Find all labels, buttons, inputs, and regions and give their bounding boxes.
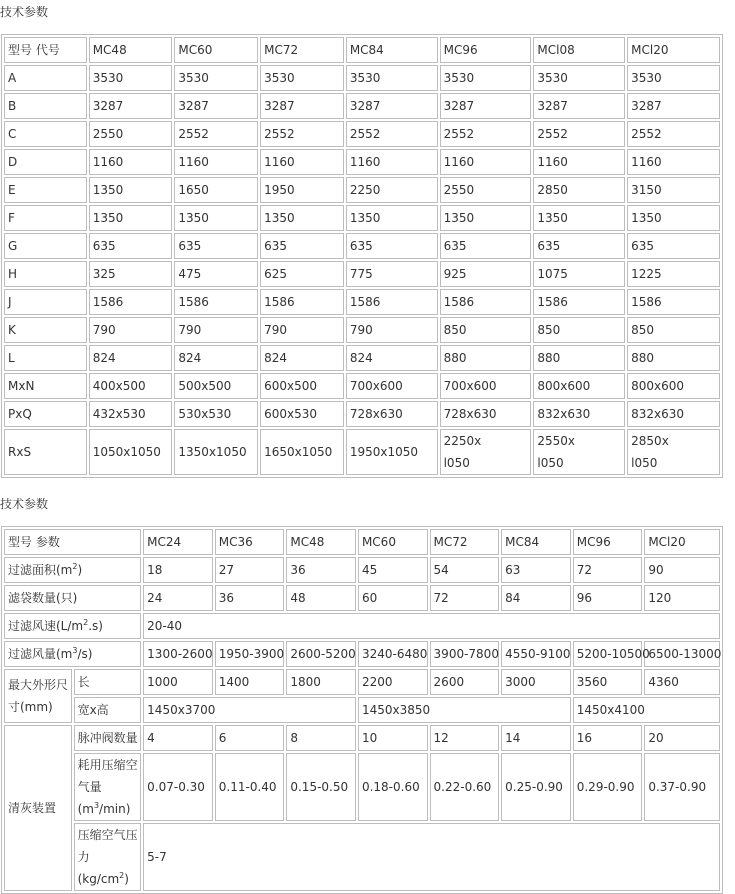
value-cell: 880 — [533, 345, 625, 371]
filter-area-value: 63 — [501, 557, 571, 583]
value-cell: 1350 — [346, 205, 438, 231]
table1-heading: 技术参数 — [0, 5, 49, 19]
value-cell: 1350 — [260, 205, 344, 231]
filter-area-value: 54 — [430, 557, 500, 583]
value-cell: 700x600 — [346, 373, 438, 399]
value-cell: 1586 — [260, 289, 344, 315]
bag-count-value: 96 — [573, 585, 643, 611]
value-cell: 3150 — [627, 177, 720, 203]
filter-area-value: 36 — [286, 557, 356, 583]
row-label-cell: K — [4, 317, 87, 343]
length-value: 2600 — [430, 669, 500, 695]
air-consumption-value: 0.22-0.60 — [430, 753, 500, 821]
air-volume-value: 1300-2600 — [143, 641, 213, 667]
value-cell: 1350 — [533, 205, 625, 231]
value-cell: 1075 — [533, 261, 625, 287]
value-cell: 2550 — [440, 177, 532, 203]
value-cell: 1160 — [89, 149, 173, 175]
value-cell: 728x630 — [440, 401, 532, 427]
bag-count-value: 36 — [215, 585, 285, 611]
wind-speed-label: 过滤风速$(L/m^2.s)$ — [4, 613, 141, 639]
value-cell: 1160 — [627, 149, 720, 175]
value-cell: 635 — [533, 233, 625, 259]
value-cell: 530x530 — [174, 401, 258, 427]
pulse-valve-label: 脉冲阀数量 — [74, 725, 142, 751]
row-label-cell: B — [4, 93, 87, 119]
header-model-cell: MC96 — [573, 529, 643, 555]
filter-area-value: 72 — [573, 557, 643, 583]
value-cell: 2552 — [440, 121, 532, 147]
table-row — [4, 121, 720, 147]
value-cell: 2552 — [627, 121, 720, 147]
value-cell: 432x530 — [89, 401, 173, 427]
pulse-valve-value: 12 — [430, 725, 500, 751]
air-volume-value: 4550-9100 — [501, 641, 571, 667]
value-cell: 635 — [260, 233, 344, 259]
value-cell: 2550x l050 — [533, 429, 625, 475]
bag-count-value: 84 — [501, 585, 571, 611]
header-model-cell: MCl08 — [533, 37, 625, 63]
header-model-cell: MC36 — [215, 529, 285, 555]
header-model-cell: MCl20 — [627, 37, 720, 63]
value-cell: 1586 — [174, 289, 258, 315]
value-cell: 1586 — [533, 289, 625, 315]
air-consumption-value: 0.15-0.50 — [286, 753, 356, 821]
bag-count-label: 滤袋数量(只) — [4, 585, 141, 611]
length-value: 1400 — [215, 669, 285, 695]
table-row — [4, 317, 720, 343]
value-cell: 2550 — [89, 121, 173, 147]
value-cell: 700x600 — [440, 373, 532, 399]
header-model-cell: MC60 — [358, 529, 428, 555]
wind-speed-value: 20-40 — [143, 613, 720, 639]
value-cell: 3530 — [260, 65, 344, 91]
header-model-cell: MC72 — [260, 37, 344, 63]
pulse-valve-value: 6 — [215, 725, 285, 751]
value-cell: 635 — [89, 233, 173, 259]
width-height-label: 宽x高 — [74, 697, 142, 723]
value-cell: 600x500 — [260, 373, 344, 399]
performance-spec-table — [1, 526, 723, 894]
value-cell: 400x500 — [89, 373, 173, 399]
air-volume-label: 过滤风量$(m^3/s)$ — [4, 641, 141, 667]
bag-count-value: 60 — [358, 585, 428, 611]
table-row — [4, 373, 720, 399]
filter-area-value: 90 — [644, 557, 720, 583]
table-row — [4, 429, 720, 475]
filter-area-value: 27 — [215, 557, 285, 583]
table-row — [4, 401, 720, 427]
value-cell: 925 — [440, 261, 532, 287]
air-consumption-value: 0.11-0.40 — [215, 753, 285, 821]
length-value: 3000 — [501, 669, 571, 695]
row-label-cell: H — [4, 261, 87, 287]
value-cell: 790 — [346, 317, 438, 343]
value-cell: 1586 — [440, 289, 532, 315]
value-cell: 1160 — [533, 149, 625, 175]
value-cell: 790 — [174, 317, 258, 343]
air-volume-value: 3240-6480 — [358, 641, 428, 667]
value-cell: 3530 — [440, 65, 532, 91]
filter-area-label: 过滤面积$(m^2)$ — [4, 557, 141, 583]
value-cell: 880 — [440, 345, 532, 371]
value-cell: 1350 — [89, 205, 173, 231]
value-cell: 824 — [346, 345, 438, 371]
value-cell: 1350 — [627, 205, 720, 231]
value-cell: 1160 — [260, 149, 344, 175]
value-cell: 1050x1050 — [89, 429, 173, 475]
value-cell: 3287 — [346, 93, 438, 119]
value-cell: 2552 — [174, 121, 258, 147]
bag-count-value: 72 — [430, 585, 500, 611]
table2-heading: 技术参数 — [0, 497, 49, 511]
width-height-value: 1450x3850 — [358, 697, 571, 723]
value-cell: 1950x1050 — [346, 429, 438, 475]
air-volume-value: 6500-13000 — [644, 641, 720, 667]
row-label-cell: F — [4, 205, 87, 231]
header-model-cell: MC84 — [501, 529, 571, 555]
value-cell: 2250 — [346, 177, 438, 203]
value-cell: 1586 — [89, 289, 173, 315]
header-model-cell: MC60 — [174, 37, 258, 63]
value-cell: 325 — [89, 261, 173, 287]
table-row — [4, 233, 720, 259]
pulse-valve-value: 10 — [358, 725, 428, 751]
table-row — [4, 205, 720, 231]
value-cell: 2850x l050 — [627, 429, 720, 475]
pulse-valve-value: 20 — [644, 725, 720, 751]
bag-count-value: 120 — [644, 585, 720, 611]
header-model-cell: MC48 — [286, 529, 356, 555]
value-cell: 475 — [174, 261, 258, 287]
value-cell: 3530 — [627, 65, 720, 91]
header-model-cell: MC96 — [440, 37, 532, 63]
table-row — [4, 149, 720, 175]
header-label-cell: 型号 代号 — [4, 37, 87, 63]
row-label-cell: PxQ — [4, 401, 87, 427]
value-cell: 2552 — [346, 121, 438, 147]
value-cell: 2850 — [533, 177, 625, 203]
value-cell: 790 — [260, 317, 344, 343]
bag-count-value: 24 — [143, 585, 213, 611]
value-cell: 800x600 — [533, 373, 625, 399]
air-consumption-value: 0.37-0.90 — [644, 753, 720, 821]
value-cell: 600x530 — [260, 401, 344, 427]
value-cell: 3287 — [174, 93, 258, 119]
air-consumption-value: 0.29-0.90 — [573, 753, 643, 821]
value-cell: 635 — [346, 233, 438, 259]
value-cell: 3287 — [627, 93, 720, 119]
value-cell: 824 — [89, 345, 173, 371]
table-row — [4, 177, 720, 203]
row-label-cell: G — [4, 233, 87, 259]
row-label-cell: C — [4, 121, 87, 147]
pressure-value: 5-7 — [143, 823, 720, 891]
value-cell: 625 — [260, 261, 344, 287]
header-model-cell: MC24 — [143, 529, 213, 555]
header-model-cell: MC48 — [89, 37, 173, 63]
value-cell: 1225 — [627, 261, 720, 287]
air-volume-value: 3900-7800 — [430, 641, 500, 667]
air-volume-value: 1950-3900 — [215, 641, 285, 667]
value-cell: 635 — [174, 233, 258, 259]
value-cell: 1160 — [346, 149, 438, 175]
value-cell: 3287 — [440, 93, 532, 119]
value-cell: 850 — [627, 317, 720, 343]
value-cell: 1586 — [346, 289, 438, 315]
value-cell: 824 — [260, 345, 344, 371]
value-cell: 3530 — [533, 65, 625, 91]
value-cell: 824 — [174, 345, 258, 371]
bag-count-value: 48 — [286, 585, 356, 611]
table-row — [4, 261, 720, 287]
value-cell: 635 — [627, 233, 720, 259]
table-row — [4, 65, 720, 91]
air-consumption-value: 0.18-0.60 — [358, 753, 428, 821]
pulse-valve-value: 16 — [573, 725, 643, 751]
value-cell: 2250x l050 — [440, 429, 532, 475]
pulse-valve-value: 14 — [501, 725, 571, 751]
value-cell: 880 — [627, 345, 720, 371]
air-consumption-label: 耗用压缩空气量 $(m^3/\min)$ — [74, 753, 142, 821]
value-cell: 2552 — [260, 121, 344, 147]
table-row — [4, 345, 720, 371]
header-model-cell: MCl20 — [644, 529, 720, 555]
value-cell: 3530 — [89, 65, 173, 91]
header-model-cell: MC84 — [346, 37, 438, 63]
length-value: 1000 — [143, 669, 213, 695]
length-value: 3560 — [573, 669, 643, 695]
row-label-cell: J — [4, 289, 87, 315]
value-cell: 1160 — [440, 149, 532, 175]
header-model-cell: MC72 — [430, 529, 500, 555]
value-cell: 832x630 — [533, 401, 625, 427]
value-cell: 850 — [440, 317, 532, 343]
value-cell: 1350 — [174, 205, 258, 231]
value-cell: 3287 — [260, 93, 344, 119]
value-cell: 832x630 — [627, 401, 720, 427]
header-label-cell: 型号 参数 — [4, 529, 141, 555]
value-cell: 3530 — [174, 65, 258, 91]
value-cell: 1160 — [174, 149, 258, 175]
row-label-cell: E — [4, 177, 87, 203]
value-cell: 635 — [440, 233, 532, 259]
value-cell: 1650x1050 — [260, 429, 344, 475]
value-cell: 1650 — [174, 177, 258, 203]
air-volume-value: 5200-10500 — [573, 641, 643, 667]
value-cell: 3287 — [89, 93, 173, 119]
table-row — [4, 93, 720, 119]
pulse-valve-value: 8 — [286, 725, 356, 751]
pressure-label: 压缩空气压力$(kg/cm^2)$ — [74, 823, 142, 891]
length-label: 长 — [74, 669, 142, 695]
length-value: 4360 — [644, 669, 720, 695]
row-label-cell: L — [4, 345, 87, 371]
row-label-cell: D — [4, 149, 87, 175]
value-cell: 775 — [346, 261, 438, 287]
air-volume-value: 2600-5200 — [286, 641, 356, 667]
filter-area-value: 18 — [143, 557, 213, 583]
row-label-cell: A — [4, 65, 87, 91]
air-consumption-value: 0.07-0.30 — [143, 753, 213, 821]
cleaning-device-label: 清灰装置 — [4, 725, 72, 891]
width-height-value: 1450x3700 — [143, 697, 356, 723]
length-value: 2200 — [358, 669, 428, 695]
value-cell: 1350 — [440, 205, 532, 231]
width-height-value: 1450x4100 — [573, 697, 720, 723]
value-cell: 3530 — [346, 65, 438, 91]
filter-area-value: 45 — [358, 557, 428, 583]
value-cell: 1586 — [627, 289, 720, 315]
value-cell: 1350x1050 — [174, 429, 258, 475]
table-row — [4, 289, 720, 315]
max-dimensions-label: 最大外形尺寸(mm) — [4, 669, 72, 723]
pulse-valve-value: 4 — [143, 725, 213, 751]
value-cell: 1350 — [89, 177, 173, 203]
value-cell: 3287 — [533, 93, 625, 119]
dimension-spec-table — [1, 34, 723, 478]
value-cell: 800x600 — [627, 373, 720, 399]
row-label-cell: RxS — [4, 429, 87, 475]
length-value: 1800 — [286, 669, 356, 695]
air-consumption-value: 0.25-0.90 — [501, 753, 571, 821]
row-label-cell: MxN — [4, 373, 87, 399]
value-cell: 728x630 — [346, 401, 438, 427]
value-cell: 1950 — [260, 177, 344, 203]
value-cell: 790 — [89, 317, 173, 343]
value-cell: 500x500 — [174, 373, 258, 399]
value-cell: 2552 — [533, 121, 625, 147]
value-cell: 850 — [533, 317, 625, 343]
